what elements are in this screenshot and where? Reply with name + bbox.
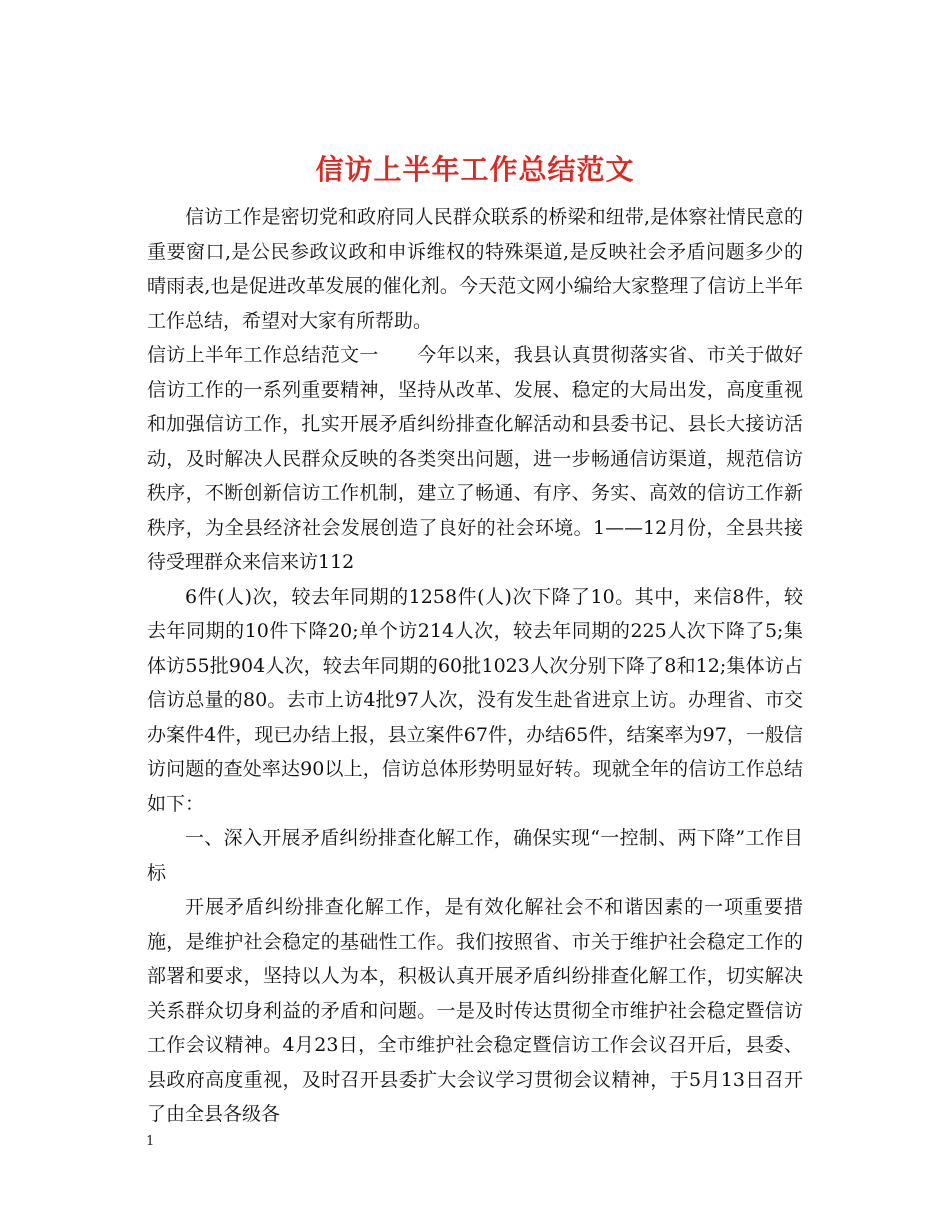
document-title: 信访上半年工作总结范文	[315, 152, 635, 186]
paragraph-intro: 信访工作是密切党和政府同人民群众联系的桥梁和纽带,是体察社情民意的重要窗口,是公民参政议政和申诉维权的特殊渠道,是反映社会矛盾问题多少的晴雨表,也是促进改革发展的催化剂。今天范文网小编给大家整理了信访上半年工作总结，希望对大家有所帮助。	[147, 206, 803, 332]
paragraph-statistics: 6件(人)次，较去年同期的1258件(人)次下降了10。其中，来信8件，较去年同期的10件下降20;单个访214人次，较去年同期的225人次下降了5;集体访55批904人次，较去年同期的60批1023人次分别下降了8和12;集体访占信访总量的80。去市上访4批97人次，没有发生赴省进京上访。办理省、市交办案件4件，现已办结上报，县立案件67件，办结65件，结案率为97，一般信访问题的查处率达90以上，信访总体形势明显好转。现就全年的信访工作总结如下：	[147, 585, 803, 815]
page-number: 1	[146, 1134, 155, 1149]
document-body	[147, 200, 803, 1132]
paragraph-dispute-resolution: 开展矛盾纠纷排查化解工作，是有效化解社会不和谐因素的一项重要措施，是维护社会稳定的基础性工作。我们按照省、市关于维护社会稳定工作的部署和要求，坚持以人为本，积极认真开展矛盾纠纷排查化解工作，切实解决关系群众切身利益的矛盾和问题。一是及时传达贯彻全市维护社会稳定暨信访工作会议精神。4月23日，全市维护社会稳定暨信访工作会议召开后，县委、县政府高度重视，及时召开县委扩大会议学习贯彻会议精神，于5月13日召开了由全县各级各	[147, 896, 803, 1125]
section-heading-one: 一、深入开展矛盾纠纷排查化解工作，确保实现“一控制、两下降”工作目标	[147, 827, 803, 884]
paragraph-section-one: 信访上半年工作总结范文一 今年以来，我县认真贯彻落实省、市关于做好信访工作的一系列重要精神，坚持从改革、发展、稳定的大局出发，高度重视和加强信访工作，扎实开展矛盾纠纷排查化解活动和县委书记、县长大接访活动，及时解决人民群众反映的各类突出问题，进一步畅通信访渠道，规范信访秩序，不断创新信访工作机制，建立了畅通、有序、务实、高效的信访工作新秩序，为全县经济社会发展创造了良好的社会环境。1——12月份，全县共接待受理群众来信来访112	[147, 344, 803, 573]
